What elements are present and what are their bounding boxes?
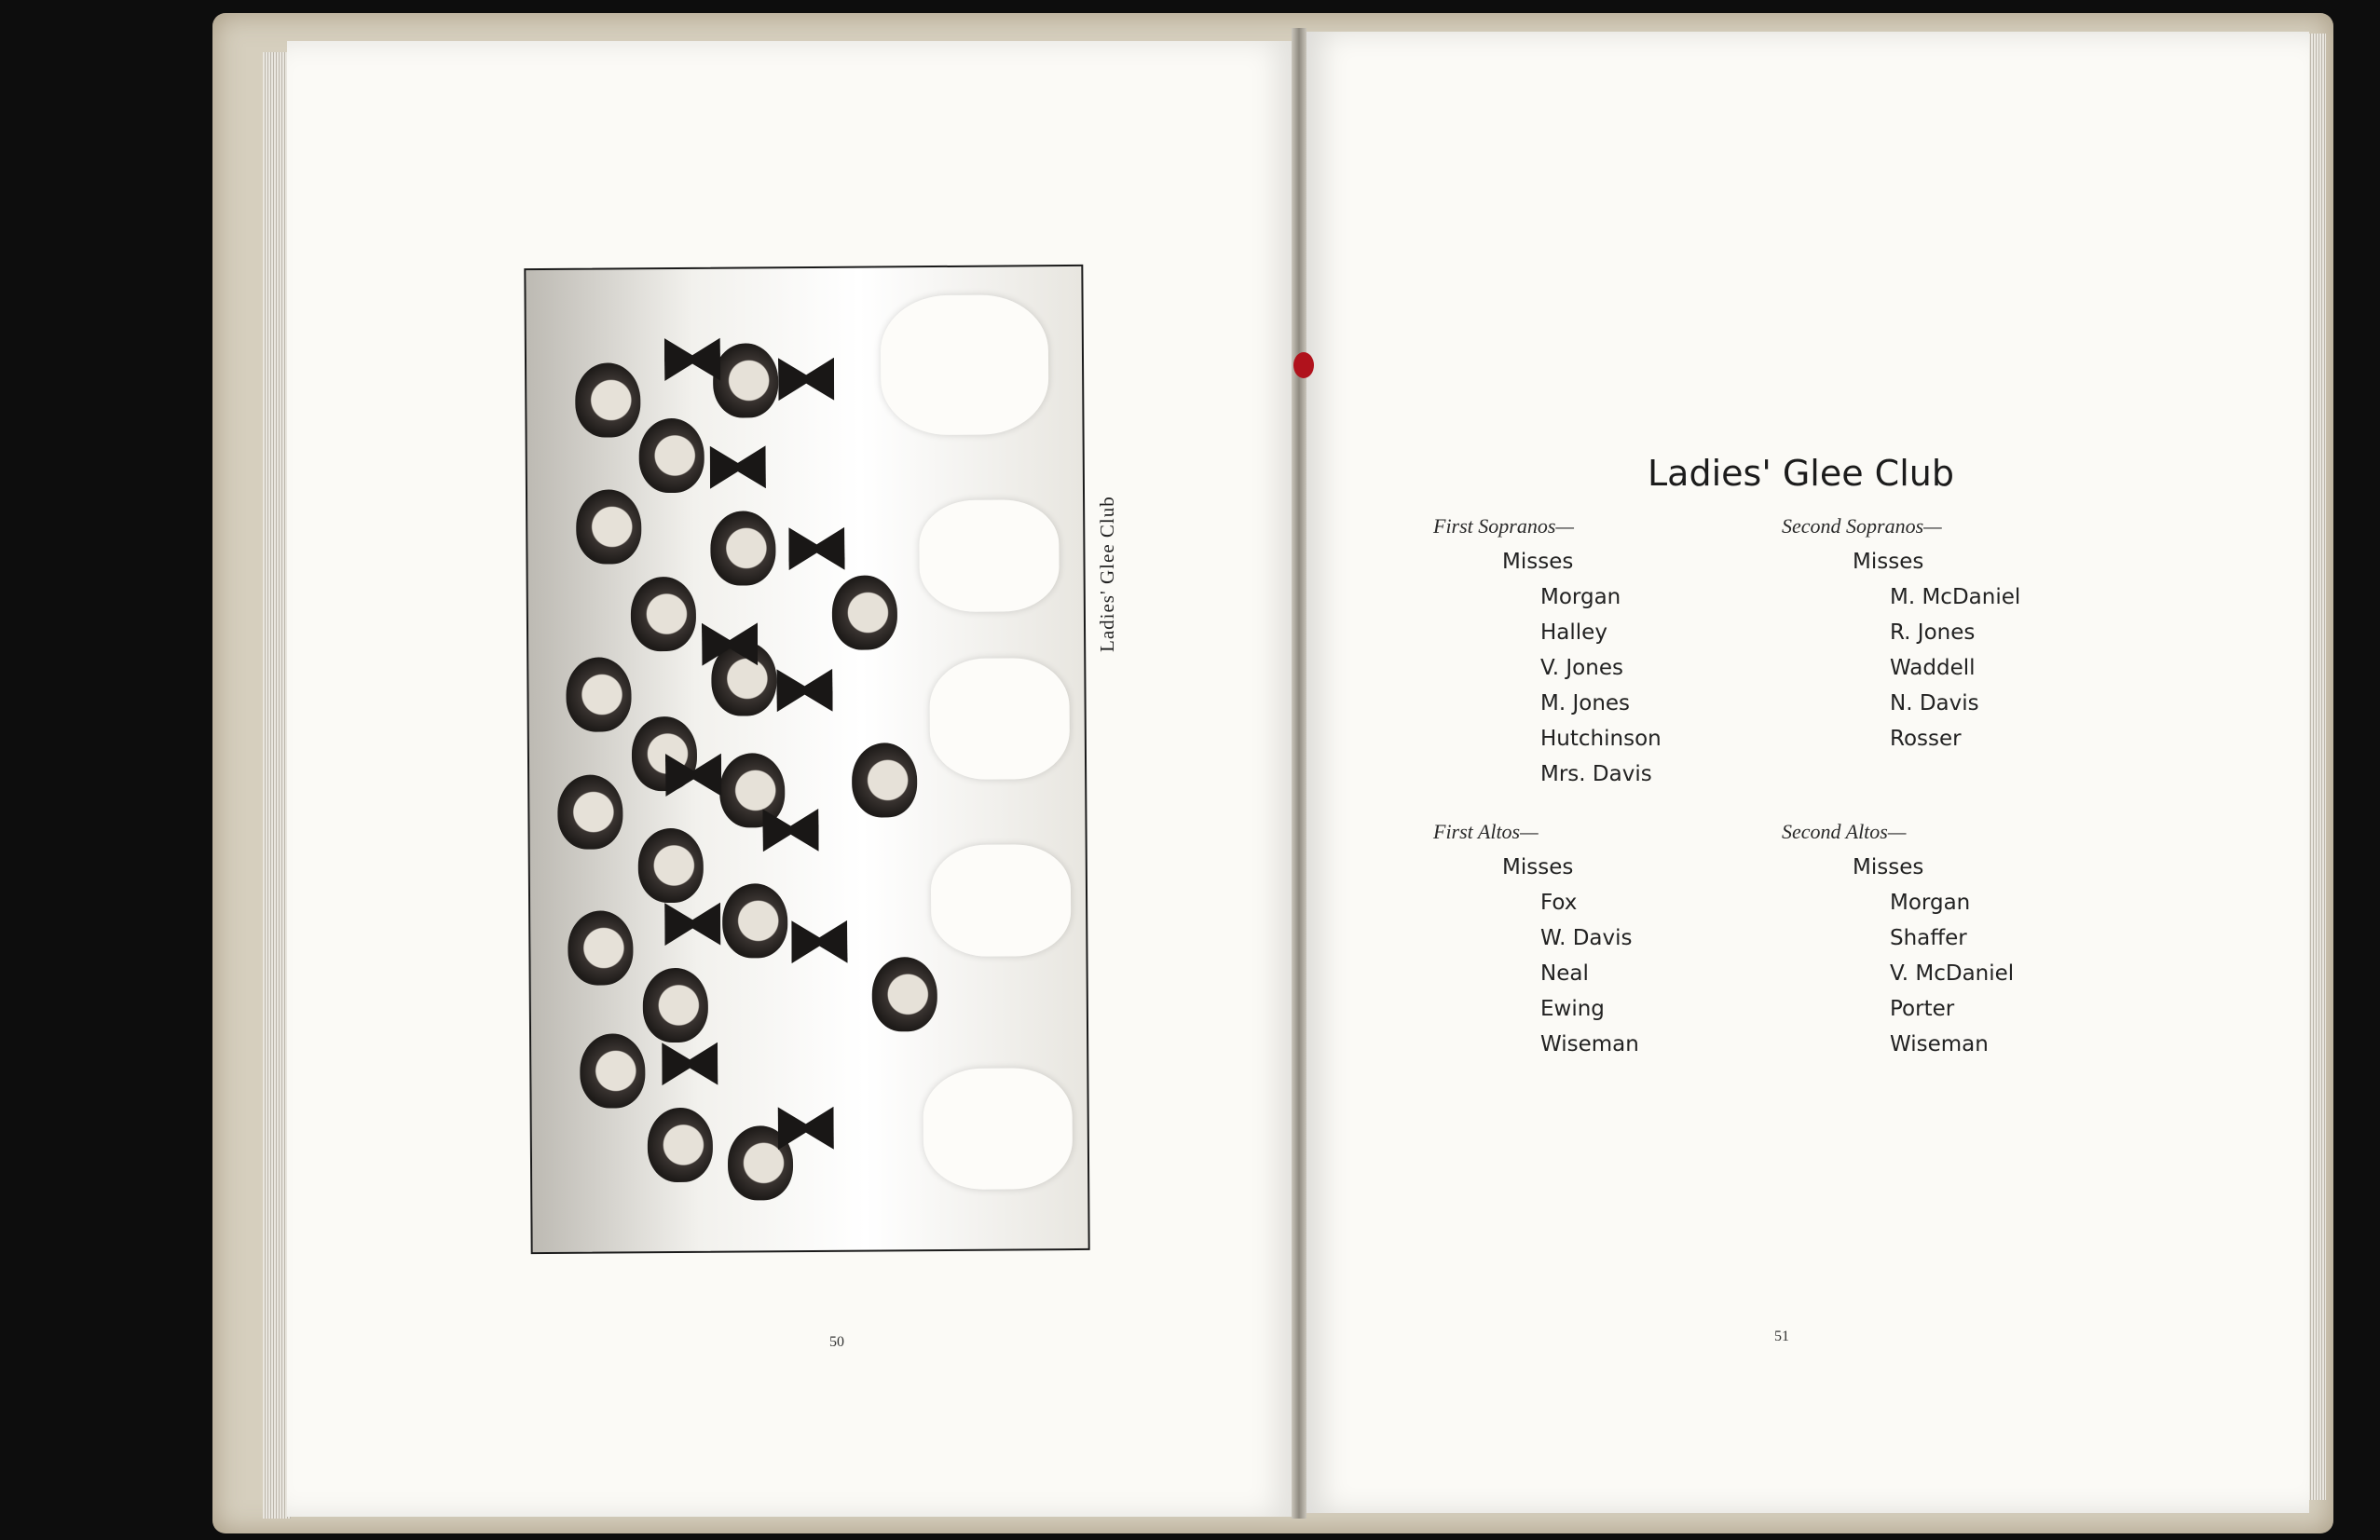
photo-figure xyxy=(580,1033,646,1108)
member-name: W. Davis xyxy=(1540,926,1633,950)
photo-blouse xyxy=(881,294,1049,435)
photo-figure xyxy=(713,343,779,417)
member-name: Mrs. Davis xyxy=(1540,762,1652,786)
photo-figure xyxy=(710,511,776,585)
member-name: Hutchinson xyxy=(1540,727,1662,751)
page-number-left: 50 xyxy=(829,1334,844,1350)
photo-blouse xyxy=(931,844,1072,957)
member-name: N. Davis xyxy=(1890,691,1979,715)
photo-bow xyxy=(762,809,818,852)
member-name: M. McDaniel xyxy=(1890,585,2021,609)
photo-bow xyxy=(776,669,832,712)
photo-bow xyxy=(778,358,834,401)
member-name: Porter xyxy=(1890,997,1955,1021)
photo-bow xyxy=(664,338,720,381)
photo-bow xyxy=(791,920,847,963)
photo-blouse xyxy=(919,499,1060,612)
photo-figure xyxy=(871,957,937,1031)
photo-figure xyxy=(566,657,632,731)
photo-bow xyxy=(662,1043,718,1085)
member-name: R. Jones xyxy=(1890,620,1976,645)
photo-bow xyxy=(788,527,844,570)
photo-bow xyxy=(710,445,766,488)
photo-figure xyxy=(832,575,898,649)
photo-blouse xyxy=(929,658,1070,780)
member-name: Wiseman xyxy=(1540,1032,1639,1056)
photo-figure xyxy=(852,743,918,817)
photo-figure xyxy=(576,489,642,564)
misses-label: Misses xyxy=(1853,550,1924,574)
member-name: M. Jones xyxy=(1540,691,1631,715)
member-name: Fox xyxy=(1540,891,1578,915)
member-name: Rosser xyxy=(1890,727,1962,751)
member-name: Shaffer xyxy=(1890,926,1967,950)
book-gutter xyxy=(1292,28,1306,1519)
photo-bow xyxy=(778,1107,834,1150)
photo-figure xyxy=(722,883,788,958)
misses-label: Misses xyxy=(1853,855,1924,879)
member-name: V. McDaniel xyxy=(1890,961,2015,986)
photo-bow xyxy=(664,903,720,946)
member-name: Ewing xyxy=(1540,997,1605,1021)
bookmark-ribbon xyxy=(1293,352,1314,378)
member-name: Halley xyxy=(1540,620,1607,645)
right-page xyxy=(1303,32,2309,1513)
member-name: Morgan xyxy=(1890,891,1971,915)
photo-blouse xyxy=(923,1068,1073,1190)
photo-figure xyxy=(638,418,704,493)
glee-club-photograph xyxy=(524,265,1089,1254)
section-label-first-sopranos: First Sopranos— xyxy=(1433,514,1574,538)
photo-figure xyxy=(557,774,623,849)
page-title: Ladies' Glee Club xyxy=(1648,453,1954,494)
member-name: Wiseman xyxy=(1890,1032,1989,1056)
photo-figure xyxy=(648,1108,714,1182)
member-name: Waddell xyxy=(1890,656,1976,680)
member-name: V. Jones xyxy=(1540,656,1623,680)
misses-label: Misses xyxy=(1502,855,1574,879)
photo-figure xyxy=(575,362,641,437)
member-name: Neal xyxy=(1540,961,1589,986)
misses-label: Misses xyxy=(1502,550,1574,574)
photo-caption: Ladies' Glee Club xyxy=(1096,496,1118,652)
section-label-second-sopranos: Second Sopranos— xyxy=(1782,514,1942,538)
member-name: Morgan xyxy=(1540,585,1621,609)
section-label-first-altos: First Altos— xyxy=(1433,820,1539,843)
photo-figure xyxy=(638,828,704,903)
page-number-right: 51 xyxy=(1774,1329,1789,1344)
photo-figure xyxy=(643,968,709,1043)
section-label-second-altos: Second Altos— xyxy=(1782,820,1907,843)
photo-figure xyxy=(631,577,697,651)
photo-figure xyxy=(568,910,634,985)
